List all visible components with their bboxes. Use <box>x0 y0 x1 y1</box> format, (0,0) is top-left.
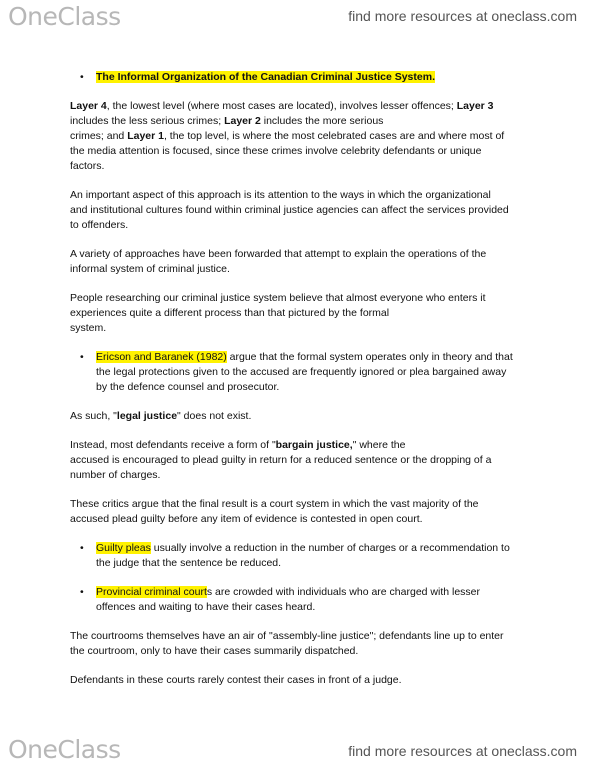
bullet-icon: • <box>80 351 84 363</box>
footer-tagline-link[interactable]: find more resources at oneclass.com <box>348 743 577 759</box>
text-line: experiences quite a different process than that pictured by the formal <box>70 307 390 319</box>
text-line: offences and waiting to have their cases heard. <box>96 601 316 613</box>
text: includes the less serious crimes; <box>70 115 225 127</box>
bullet-icon: • <box>80 71 84 83</box>
heading-bullet <box>70 70 540 85</box>
text-line: People researching our criminal justice system believe that almost everyone who enters it <box>70 292 486 304</box>
text-line: accused plead guilty before any item of evidence is contested in open court. <box>70 513 423 525</box>
contest-paragraph <box>70 673 540 688</box>
text-line: the legal protections given to the accused are frequently ignored or plea bargained away <box>96 366 507 378</box>
legal-justice-paragraph <box>70 409 540 424</box>
text-line: These critics argue that the final result is a court system in which the vast majority of the <box>70 498 479 510</box>
bargain-justice-paragraph <box>70 438 540 483</box>
text-line: Defendants in these courts rarely contest their cases in front of a judge. <box>70 674 402 686</box>
guilty-pleas-bullet <box>70 541 540 571</box>
text-line: An important aspect of this approach is its attention to the ways in which the organizational <box>70 189 491 201</box>
text-line: by the defence counsel and prosecutor. <box>96 381 280 393</box>
oneclass-logo-footer[interactable]: OneClass <box>8 735 121 764</box>
text: As such, " <box>70 410 117 422</box>
bargain-justice-term: bargain justice, <box>275 439 353 451</box>
text-line: informal system of criminal justice. <box>70 263 230 275</box>
highlighted-term: Provincial criminal court <box>96 586 207 598</box>
ericson-bullet <box>70 350 540 395</box>
text-line: The courtrooms themselves have an air of "assembly-line justice"; defendants line up to enter <box>70 630 504 642</box>
critics-paragraph <box>70 497 540 527</box>
layer3-term: Layer 3 <box>456 100 494 112</box>
text: Instead, most defendants receive a form of " <box>70 439 276 451</box>
oneclass-logo[interactable]: OneClass <box>8 2 121 31</box>
text-line: the courtroom, only to have their cases summarily dispatched. <box>70 645 359 657</box>
text-line: accused is encouraged to plead guilty in return for a reduced sentence or the dropping of a <box>70 454 492 466</box>
text: " where the <box>352 439 406 451</box>
researchers-paragraph <box>70 291 540 336</box>
text: usually involve a reduction in the number of charges or a recommendation to <box>150 542 510 554</box>
bullet-icon: • <box>80 586 84 598</box>
text-line: the media attention is focused, since these crimes involve celebrity defendants or unique <box>70 145 482 157</box>
text: , the lowest level (where most cases are located), involves lesser offences; <box>106 100 457 112</box>
assembly-line-paragraph <box>70 629 540 659</box>
approaches-paragraph <box>70 247 540 277</box>
legal-justice-term: legal justice <box>116 410 178 422</box>
header-tagline-link[interactable]: find more resources at oneclass.com <box>348 8 577 24</box>
text: argue that the formal system operates only in theory and that <box>226 351 513 363</box>
provincial-courts-bullet <box>70 585 540 615</box>
layer2-term: Layer 2 <box>224 115 261 127</box>
text: , the top level, is where the most celebrated cases are and where most of <box>163 130 505 142</box>
section-heading: The Informal Organization of the Canadian Criminal Justice System. <box>96 71 435 83</box>
text: s are crowded with individuals who are charged with lesser <box>206 586 481 598</box>
text-line: A variety of approaches have been forwarded that attempt to explain the operations of the <box>70 248 487 260</box>
highlighted-term: Ericson and Baranek (1982) <box>96 351 227 363</box>
document-body <box>70 70 540 702</box>
highlighted-term: Guilty pleas <box>96 542 151 554</box>
text-line: system. <box>70 322 107 334</box>
text: crimes; and <box>70 130 128 142</box>
bullet-icon: • <box>80 542 84 554</box>
layer1-term: Layer 1 <box>127 130 164 142</box>
text: includes the more serious <box>260 115 384 127</box>
text-line: and institutional cultures found within criminal justice agencies can affect the services provided <box>70 204 509 216</box>
culture-paragraph <box>70 188 540 233</box>
layer4-term: Layer 4 <box>70 100 107 112</box>
text-line: number of charges. <box>70 469 161 481</box>
text-line: to offenders. <box>70 219 129 231</box>
text-line: factors. <box>70 160 105 172</box>
text-line: the judge that the sentence be reduced. <box>96 557 282 569</box>
layers-paragraph <box>70 99 540 174</box>
text: " does not exist. <box>177 410 252 422</box>
